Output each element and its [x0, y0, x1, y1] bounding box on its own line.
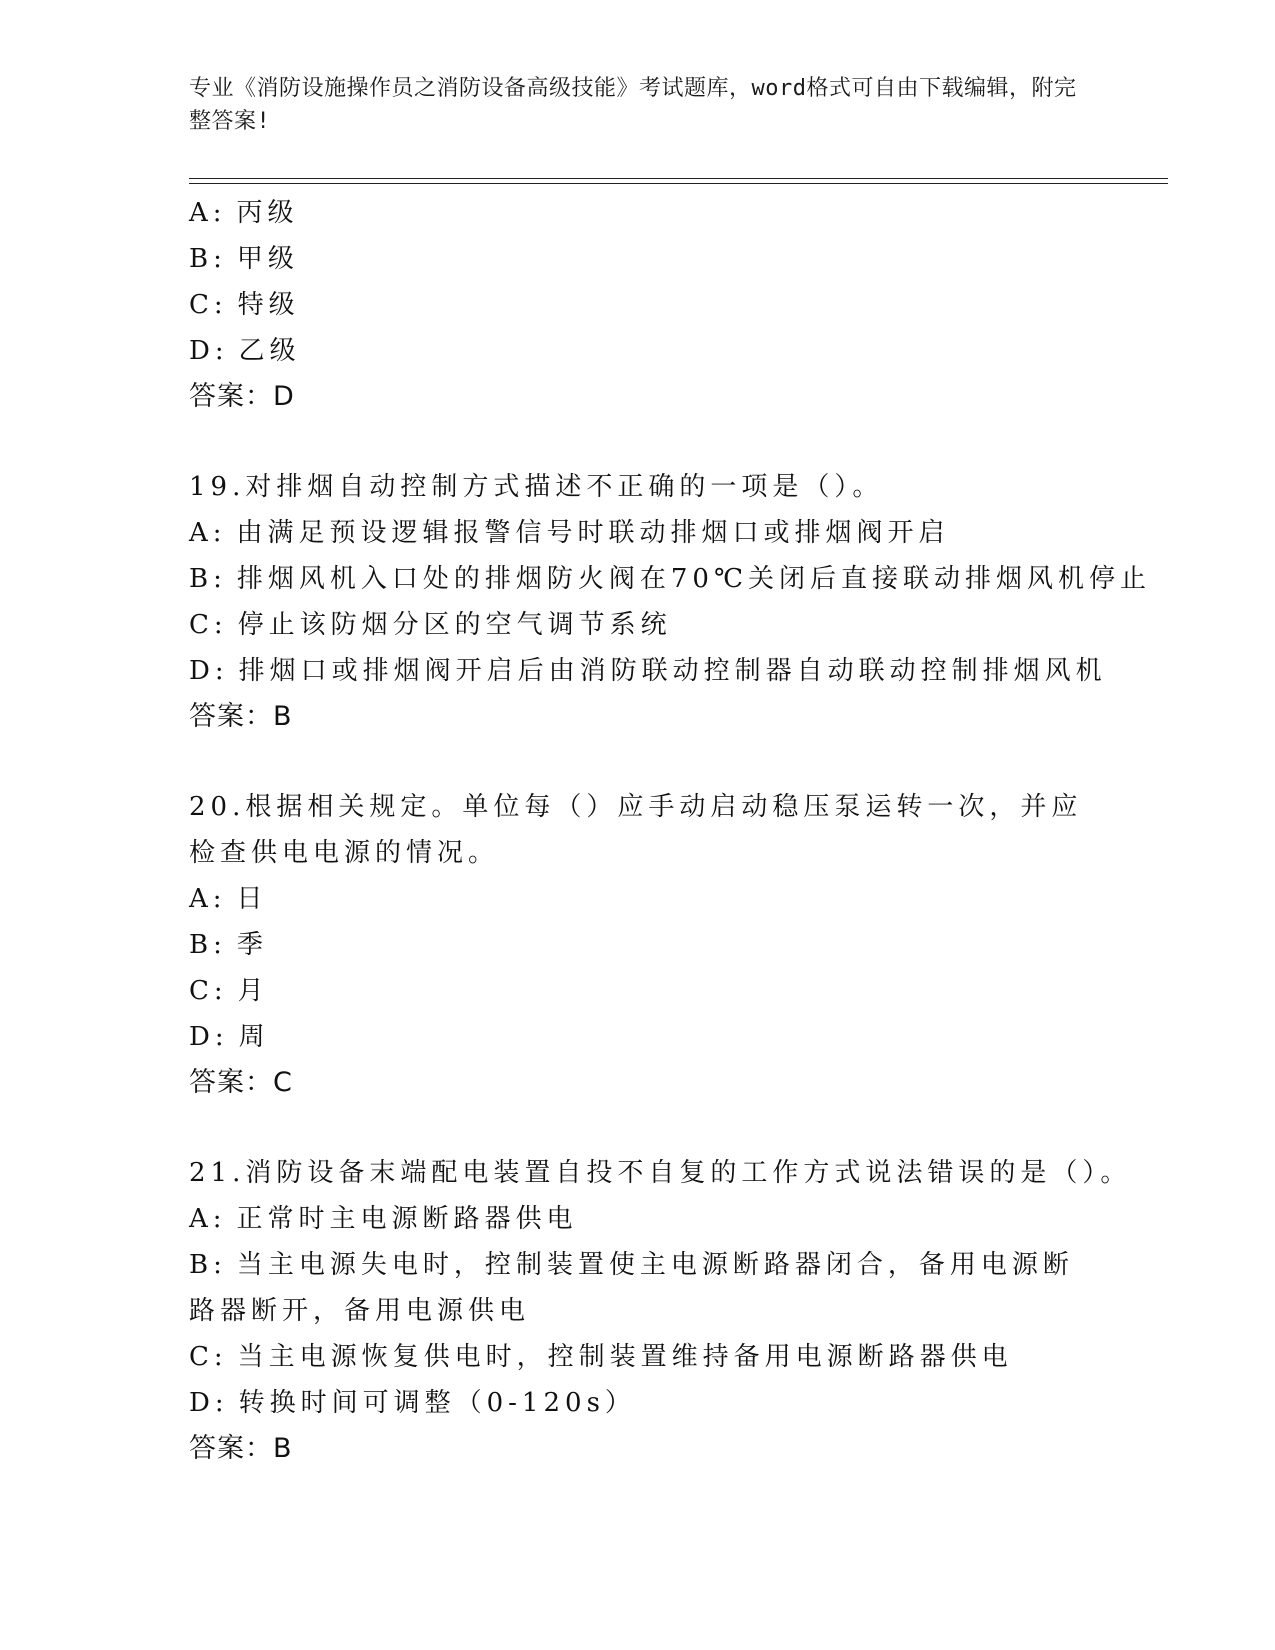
- question-block: [189, 784, 1089, 1106]
- option-label: B:: [189, 930, 227, 960]
- question-block: [189, 464, 1152, 740]
- option-label: A:: [189, 884, 227, 914]
- question-text: 19.对排烟自动控制方式描述不正确的一项是（）。: [189, 472, 884, 502]
- option-text: 当主电源失电时，控制装置使主电源断路器闭合，备用电源断路器断开，备用电源供电: [189, 1250, 1074, 1326]
- option-text: 月: [237, 976, 269, 1006]
- header-divider-bottom: [189, 183, 1168, 184]
- option-text: 排烟口或排烟阀开启后由消防联动控制器自动联动控制排烟风机: [238, 656, 1107, 686]
- option-c: [189, 602, 1089, 648]
- option-text: 停止该防烟分区的空气调节系统: [237, 610, 672, 640]
- option-text: 正常时主电源断路器供电: [236, 1204, 578, 1234]
- option-text: 季: [236, 930, 268, 960]
- option-text: 排烟风机入口处的排烟防火阀在70℃关闭后直接联动排烟风机停止: [236, 564, 1152, 594]
- option-text: 当主电源恢复供电时，控制装置维持备用电源断路器供电: [237, 1342, 1013, 1372]
- option-label: D:: [189, 1388, 229, 1418]
- spacer: [189, 420, 1089, 464]
- question-text: 20.根据相关规定。单位每（）应手动启动稳压泵运转一次，并应检查供电电源的情况。: [189, 792, 1083, 868]
- question-list: [189, 190, 1152, 1472]
- option-text: 甲级: [236, 244, 299, 274]
- option-label: C:: [189, 290, 228, 320]
- spacer: [189, 740, 1089, 784]
- option-a: [189, 1196, 1089, 1242]
- option-b: [189, 1242, 1089, 1334]
- option-text: 周: [238, 1022, 270, 1052]
- question-block: [189, 1150, 1132, 1472]
- option-text: 乙级: [238, 336, 301, 366]
- option-c: [189, 968, 1089, 1014]
- option-text: 由满足预设逻辑报警信号时联动排烟口或排烟阀开启: [236, 518, 950, 548]
- option-label: D:: [189, 336, 229, 366]
- option-b: [189, 236, 1089, 282]
- option-label: C:: [189, 1342, 228, 1372]
- option-text: 日: [236, 884, 268, 914]
- option-label: A:: [189, 198, 227, 228]
- answer-line: 答案：B: [189, 701, 293, 732]
- document-header: 专业《消防设施操作员之消防设备高级技能》考试题库，word格式可自由下载编辑，附完整答案!: [189, 76, 1077, 134]
- option-d: [189, 1380, 1089, 1426]
- option-label: D:: [189, 656, 229, 686]
- option-label: B:: [189, 244, 227, 274]
- option-label: B:: [189, 1250, 227, 1280]
- question-block: [189, 190, 1089, 420]
- option-a: [189, 510, 1089, 556]
- option-a: [189, 876, 1089, 922]
- option-c: [189, 282, 1089, 328]
- option-d: [189, 1014, 1089, 1060]
- question-text: 21.消防设备末端配电装置自投不自复的工作方式说法错误的是（）。: [189, 1158, 1132, 1188]
- answer-line: 答案：C: [189, 1067, 293, 1098]
- option-label: A:: [189, 518, 227, 548]
- answer-line: 答案：D: [189, 381, 295, 412]
- option-a: [189, 190, 1089, 236]
- option-text: 丙级: [236, 198, 299, 228]
- option-d: [189, 328, 1089, 374]
- answer-line: 答案：B: [189, 1433, 293, 1464]
- option-label: D:: [189, 1022, 229, 1052]
- option-d: [189, 648, 1107, 694]
- option-text: 特级: [237, 290, 300, 320]
- option-b: [189, 556, 1152, 602]
- option-text: 转换时间可调整（0-120s）: [238, 1388, 636, 1418]
- option-b: [189, 922, 1089, 968]
- option-label: C:: [189, 976, 228, 1006]
- option-label: B:: [189, 564, 227, 594]
- header-divider-top: [189, 178, 1168, 179]
- option-c: [189, 1334, 1089, 1380]
- option-label: A:: [189, 1204, 227, 1234]
- spacer: [189, 1106, 1089, 1150]
- option-label: C:: [189, 610, 228, 640]
